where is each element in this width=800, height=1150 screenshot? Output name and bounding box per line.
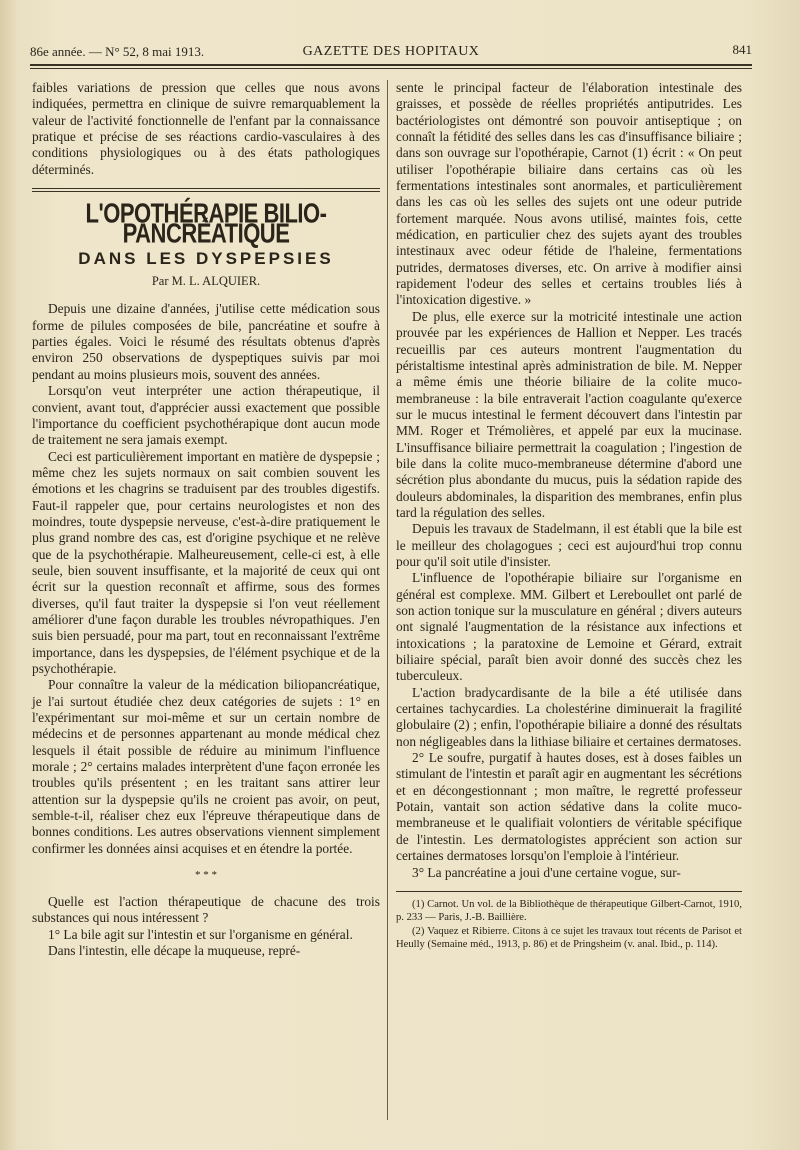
body-paragraph: 1° La bile agit sur l'intestin et sur l'organisme en général.: [48, 926, 353, 942]
section-stars: * * *: [195, 869, 217, 882]
body-paragraph: 3° La pancréatine a joui d'une certaine vogue, sur-: [412, 864, 681, 880]
body-paragraph: Lorsqu'on veut interpréter une action thérapeutique, il convient, avant tout, d'apprécier aussi exactement que possible l'importance du coefficient psychothérapique dont aucun mode de traitement ne sera jamais exempt.: [32, 383, 380, 448]
left-column: [32, 80, 380, 960]
body-paragraph: Depuis une dizaine d'années, j'utilise cette médication sous forme de pilules composées de bile, pancréatine et soufre à parties égales. Voici le résumé des résultats obtenus d'après environ 250 observations de dyspeptiques suivis par moi pendant au moins plusieurs mois, souvent des années.: [32, 301, 380, 382]
footnote: (1) Carnot. Un vol. de la Bibliothèque de thérapeutique Gilbert-Carnot, 1910, p. 233 — Paris, J.-B. Baillière.: [396, 898, 742, 924]
column-divider: [387, 80, 388, 1120]
intro-paragraph: faibles variations de pression que celles que nous avons indiquées, permettra en clinique de suivre remarquablement la valeur de l'activité fonctionnelle de l'enfant par la connaissance pratique et précise de ses réactions cardio-vasculaires à des conditions physiologiques ou à des états pathologiques déterminés.: [32, 80, 380, 177]
journal-title: GAZETTE DES HOPITAUX: [302, 44, 480, 59]
issue-info: 86e année. — N° 52, 8 mai 1913.: [30, 44, 205, 59]
header-rule: [30, 64, 752, 66]
footnote-rule: [396, 891, 742, 892]
page-number: 841: [732, 42, 752, 57]
right-column: [396, 80, 742, 951]
body-paragraph: sente le principal facteur de l'élaboration intestinale des graisses, et possède de réelles propriétés antiputrides. Les bactériologistes ont démontré son pouvoir antiseptique ; on connaît la fétidité des selles dans les cas d'insuffisance biliaire ; dans son ouvrage sur l'opothérapie, Carnot (1) écrit : « On peut utiliser l'opothérapie biliaire dans certains cas où les fermentations intestinales sont anormales, et particulièrement dans les cas où les selles des sujets ont une odeur putride fortement marquée. Nous avons utilisé, maintes fois, cette médication, en particulier chez des sujets ayant des troubles intestinaux avec odeur fétide de l'haleine, fermentations putrides, dermatoses diverses, etc. On arrive à modifier ainsi rapidement l'odeur des selles et certains troubles liés à l'intoxication digestive. »: [396, 80, 742, 308]
body-paragraph: Pour connaître la valeur de la médication biliopancréatique, je l'ai surtout étudiée chez deux catégories de sujets : 1° en l'expérimentant sur moi-même et sur un certain nombre de médecins et de personnes appartenant au monde médical chez lesquels il était possible de réduire au minimum l'influence morale ; 2° certains malades interprètent d'une façon erronée les troubles qu'ils présentent ; en les traitant sans attirer leur attention sur la dyspepsie qu'ils ne croient pas avoir, on peut, semble-t-il, réaliser chez eux l'épreuve thérapeutique dans de bonnes conditions. Les autres observations viennent simplement confirmer les données ainsi acquises et en étendre la portée.: [32, 677, 380, 856]
body-paragraph: L'influence de l'opothérapie biliaire sur l'organisme en général est complexe. MM. Gilbert et Lereboullet ont parlé de son action tonique sur la musculature en général ; divers auteurs ont signalé l'augmentation de la résistance aux infections et intoxications ; la paratoxine de Lemoine et Gérard, extrait biliaire spécial, paraît bien avoir donné des succès chez les tuberculeux.: [396, 570, 742, 684]
footnote: (2) Vaquez et Ribierre. Citons à ce sujet les travaux tout récents de Parisot et Heully (Semaine méd., 1913, p. 86) et de Pringsheim (v. anal. Ibid., p. 114).: [396, 925, 742, 951]
body-paragraph: Quelle est l'action thérapeutique de chacune des trois substances qui nous intéressent ?: [32, 894, 380, 926]
body-paragraph: De plus, elle exerce sur la motricité intestinale une action prouvée par les expériences de Hallion et Nepper. Les tracés recueillis par ces auteurs montrent l'augmentation du péristaltisme intestinal après administration de bile. M. Nepper a même émis une théorie biliaire de la colite muco-membraneuse : la bile entraverait l'action coagulante qu'exerce sur le mucus intestinal le ferment découvert dans l'intestin par MM. Roger et Trémolières, et appelé par eux la mucinase. L'insuffisance biliaire permettrait la coagulation ; l'ingestion de bile dans la colite muco-membraneuse détermine d'abord une sécrétion plus abondante du mucus, puis la sédation rapide des douleurs abdominales, la disparition des membranes, enfin plus tard la régulation des selles.: [396, 308, 742, 520]
article-byline: Par M. L. ALQUIER.: [151, 274, 261, 289]
section-rule: [32, 188, 380, 192]
article-subtitle: DANS LES DYSPEPSIES: [78, 248, 334, 268]
article-title: L'OPOTHÉRAPIE BILIO-PANCRÉATIQUE: [85, 197, 327, 250]
body-paragraph: Depuis les travaux de Stadelmann, il est établi que la bile est le meilleur des cholagogues ; ceci est aujourd'hui trop connu pour qu'il soit utile d'insister.: [396, 521, 742, 569]
body-paragraph: L'action bradycardisante de la bile a été utilisée dans certaines tachycardies. La cholestérine diminuerait la fragilité globulaire (2) ; enfin, l'opothérapie biliaire a donné des résultats non négligeables dans la lithiase biliaire et certaines dermatoses.: [396, 684, 742, 749]
body-paragraph: 2° Le soufre, purgatif à hautes doses, est à doses faibles un stimulant de l'intestin et paraît agir en augmentant les sécrétions et en décongestionnant ; mon maître, le regretté professeur Potain, vantait son action sédative dans la colite muco-membraneuse et le qualifiait volontiers de véritable spécifique de l'intestin. Les dermatologistes apprécient son action sur certaines dermatoses lorsqu'on l'emploie à l'intérieur.: [396, 750, 742, 864]
body-paragraph: Ceci est particulièrement important en matière de dyspepsie ; même chez les sujets normaux on sait combien souvent les émotions et les chagrins se traduisent par des troubles digestifs. Faut-il rappeler que, pour certains neurologistes et non des moindres, toute dyspepsie nerveuse, c'est-à-dire pratiquement le plus grand nombre des cas, est d'origine psychique et ne relève que de la psychothérapie. Malheureusement, celle-ci est, à elle seule, bien souvent insuffisante, et la majorité de ceux qui ont écrit sur la question reconnaît et affirme, sous des formes diverses, qu'il faut traiter la dyspepsie si l'on veut réellement améliorer d'une façon durable les troubles névropathiques. J'en suis bien persuadé, pour ma part, tout en reconnaissant l'extrême importance, dans les dyspepsies, de l'élément psychique et de la psychothérapie.: [32, 448, 380, 676]
page-header: [30, 40, 752, 66]
body-paragraph: Dans l'intestin, elle décape la muqueuse, repré-: [48, 943, 301, 959]
header-rule-thin: [30, 68, 752, 69]
